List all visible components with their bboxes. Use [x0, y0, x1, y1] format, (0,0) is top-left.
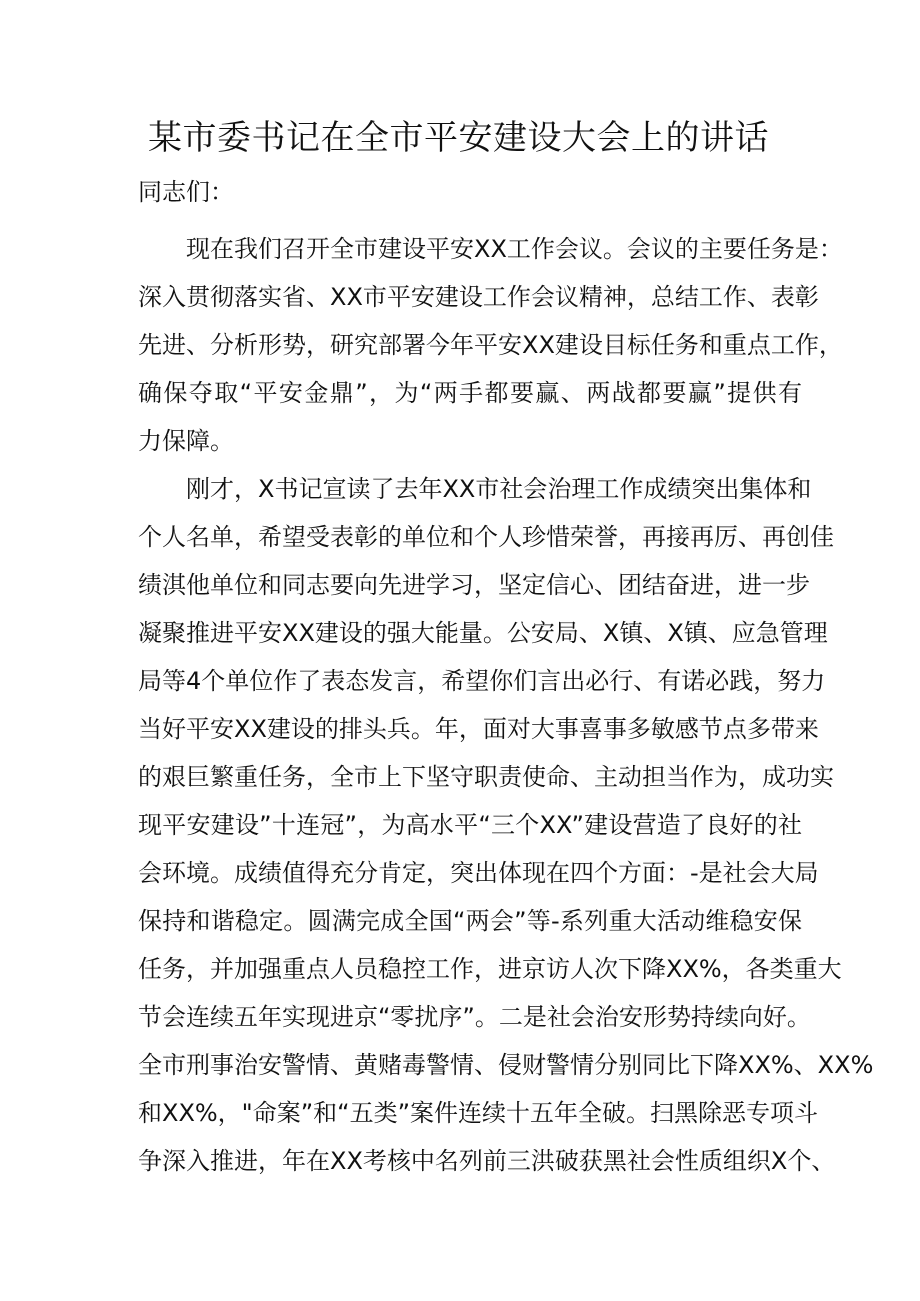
paragraph-line: 现平安建设”十连冠”，为高水平“三个XX”建设营造了良好的社	[138, 811, 802, 839]
paragraph-line: 任务，并加强重点人员稳控工作，进京访人次下降XX%，各类重大	[138, 955, 842, 983]
paragraph-line: 力保障。	[138, 427, 234, 455]
paragraph-line: 当好平安XX建设的排头兵。年，面对大事喜事多敏感节点多带来	[138, 715, 819, 743]
paragraph-line: 刚才，X书记宣读了去年XX市社会治理工作成绩突出集体和	[186, 475, 812, 503]
paragraph-line: 现在我们召开全市建设平安XX工作会议。会议的主要任务是：	[186, 235, 843, 263]
paragraph-line: 绩淇他单位和同志要向先进学习，坚定信心、团结奋进，进一步	[138, 571, 810, 599]
paragraph-line: 深入贯彻落实省、XX市平安建设工作会议精神，总结工作、表彰	[138, 283, 819, 311]
paragraph-line: 凝聚推进平安XX建设的强大能量。公安局、X镇、X镇、应急管理	[138, 619, 828, 647]
paragraph-line: 确保夺取“平安金鼎”，为“两手都要赢、两战都要赢”提供有	[138, 379, 802, 407]
paragraph-line: 节会连续五年实现进京“零扰序”。二是社会治安形势持续向好。	[138, 1003, 811, 1031]
paragraph-line: 会环境。成绩值得充分肯定，突出体现在四个方面：-是社会大局	[138, 859, 819, 887]
paragraph-line: 保持和谐稳定。圆满完成全国“两会”等-系列重大活动维稳安保	[138, 907, 802, 935]
salutation: 同志们：	[138, 178, 234, 206]
paragraph-line: 和XX%，"命案”和“五类”案件连续十五年全破。扫黑除恶专项斗	[138, 1099, 819, 1127]
paragraph-line: 个人名单，希望受表彰的单位和个人珍惜荣誉，再接再厉、再创佳	[138, 523, 834, 551]
paragraph-line: 的艰巨繁重任务，全市上下坚守职责使命、主动担当作为，成功实	[138, 763, 834, 791]
paragraph-line: 先进、分析形势，研究部署今年平安XX建设目标任务和重点工作，	[138, 331, 843, 359]
document-title: 某市委书记在全市平安建设大会上的讲话	[148, 118, 769, 158]
paragraph-line: 争深入推进，年在XX考核中名列前三洪破获黑社会性质组织X个、	[138, 1147, 836, 1175]
paragraph-line: 局等4个单位作了表态发言，希望你们言出必行、有诺必践，努力	[138, 667, 826, 695]
paragraph-line: 全市刑事治安警情、黄赌毒警情、侵财警情分别同比下降XX%、XX%	[138, 1051, 874, 1079]
